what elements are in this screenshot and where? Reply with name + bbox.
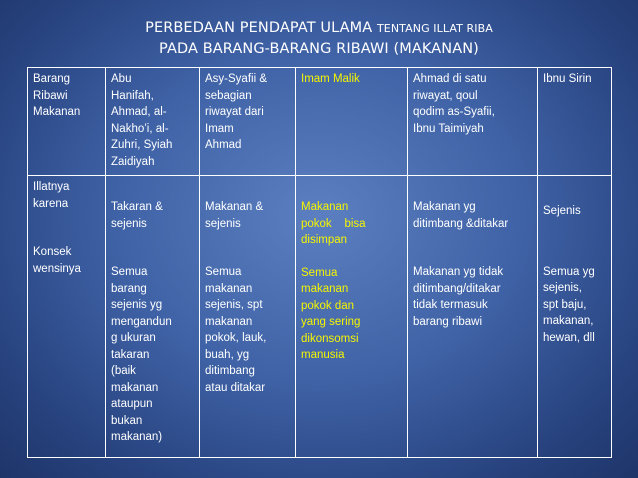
text-line: Ahmad, al- bbox=[111, 106, 167, 118]
konsek-label bbox=[33, 244, 101, 277]
text-line: g ukuran bbox=[111, 332, 156, 344]
text-line: makanan, bbox=[543, 315, 594, 327]
header-row bbox=[28, 68, 612, 176]
text-line: Asy-Syafii & bbox=[205, 73, 267, 85]
text-line: Illatnya bbox=[33, 181, 70, 193]
text-line: pokok bisa bbox=[301, 217, 366, 230]
header-imam-malik bbox=[296, 68, 408, 176]
header-abu-hanifah bbox=[106, 68, 200, 176]
text-line: sejenis bbox=[111, 217, 147, 230]
text-line: buah, yg bbox=[205, 348, 250, 361]
text-line: ditimbang/ditakar bbox=[413, 282, 501, 295]
text-line: makanan) bbox=[111, 431, 163, 443]
text-line: Ibnu Sirin bbox=[543, 73, 592, 85]
text-line: Konsek bbox=[33, 246, 72, 258]
text-line: Ibnu Taimiyah bbox=[413, 122, 484, 135]
text-line: atau ditakar bbox=[205, 381, 266, 394]
illat-label bbox=[33, 179, 101, 212]
text-line: sejenis yg bbox=[111, 299, 163, 311]
text-line: spt baju, bbox=[543, 298, 587, 311]
text-line: hewan, dll bbox=[543, 331, 595, 344]
text-line: pokok dan bbox=[301, 299, 355, 312]
text-line: mengandun bbox=[111, 315, 172, 328]
text-line: ditimbang bbox=[205, 365, 255, 377]
cell-ahmad bbox=[408, 176, 538, 458]
text-line: takaran bbox=[111, 348, 150, 361]
text-line: Ahmad di satu bbox=[413, 73, 487, 85]
text-line: Sejenis bbox=[543, 205, 581, 217]
illat-ibnu-sirin bbox=[543, 203, 607, 220]
konsek-ahmad bbox=[413, 264, 533, 330]
title-line-1 bbox=[0, 18, 638, 39]
header-barang-ribawi bbox=[28, 68, 106, 176]
cell-asy-syafii bbox=[200, 176, 296, 458]
text-line: makanan bbox=[111, 381, 159, 394]
text-line: yang sering bbox=[301, 316, 361, 328]
text-line: riwayat, qoul bbox=[413, 89, 478, 102]
text-line: barang bbox=[111, 282, 147, 295]
text-line: sejenis, spt bbox=[205, 299, 263, 311]
text-line: manusia bbox=[301, 349, 345, 361]
text-line: disimpan bbox=[301, 234, 348, 246]
text-line: pokok, lauk, bbox=[205, 332, 267, 344]
konsek-asy-syafii bbox=[205, 264, 291, 396]
title-small-text: TENTANG ILLAT RIBA bbox=[376, 22, 493, 35]
text-line: Ribawi bbox=[33, 89, 68, 102]
konsek-abu-hanifah bbox=[111, 264, 195, 446]
konsek-ibnu-sirin bbox=[543, 264, 607, 347]
text-line: Takaran & bbox=[111, 201, 163, 213]
text-line: barang ribawi bbox=[413, 315, 483, 328]
text-line: Imam bbox=[205, 122, 234, 135]
title-main-text: PERBEDAAN PENDAPAT ULAMA bbox=[145, 20, 377, 36]
text-line: Makanan bbox=[33, 106, 81, 118]
label-cell bbox=[28, 176, 106, 458]
cell-imam-malik bbox=[296, 176, 408, 458]
text-line: Makanan & bbox=[205, 201, 264, 213]
header-asy-syafii bbox=[200, 68, 296, 176]
text-line: sejenis, bbox=[543, 282, 582, 294]
text-line: Zuhri, Syiah bbox=[111, 139, 173, 151]
text-line: makanan bbox=[205, 282, 253, 295]
title-line-2: PADA BARANG-BARANG RIBAWI (MAKANAN) bbox=[159, 41, 479, 57]
text-line: makanan bbox=[205, 315, 253, 328]
header-ahmad bbox=[408, 68, 538, 176]
text-line: Makanan bbox=[301, 201, 349, 213]
cell-ibnu-sirin bbox=[538, 176, 612, 458]
text-line: makanan bbox=[301, 283, 349, 295]
illat-ahmad bbox=[413, 199, 533, 232]
cell-abu-hanifah bbox=[106, 176, 200, 458]
text-line: karena bbox=[33, 197, 69, 210]
illat-abu-hanifah bbox=[111, 199, 195, 232]
text-line: Barang bbox=[33, 73, 71, 85]
text-line: qodim as-Syafii, bbox=[413, 106, 495, 118]
header-ibnu-sirin bbox=[538, 68, 612, 176]
text-line: Nakho’i, al- bbox=[111, 122, 169, 135]
text-line: Semua bbox=[111, 266, 148, 278]
text-line: Makanan yg tidak bbox=[413, 266, 504, 278]
text-line: wensinya bbox=[33, 262, 81, 275]
text-line: riwayat dari bbox=[205, 106, 264, 118]
illat-imam-malik bbox=[301, 199, 403, 249]
slide-title bbox=[0, 18, 638, 60]
text-line: tidak termasuk bbox=[413, 299, 488, 311]
text-line: dikonsomsi bbox=[301, 332, 359, 345]
text-line: Semua bbox=[205, 266, 242, 278]
illat-asy-syafii bbox=[205, 199, 291, 232]
text-line: Semua bbox=[301, 266, 338, 279]
data-row bbox=[28, 176, 612, 458]
text-line: ataupun bbox=[111, 398, 153, 410]
text-line: ditimbang &ditakar bbox=[413, 217, 509, 230]
text-line: Zaidiyah bbox=[111, 155, 155, 168]
text-line: Semua yg bbox=[543, 265, 595, 278]
text-line: Abu bbox=[111, 73, 132, 85]
text-line: bukan bbox=[111, 414, 143, 427]
text-line: Hanifah, bbox=[111, 89, 154, 102]
text-line: Makanan yg bbox=[413, 201, 476, 213]
text-line: Ahmad bbox=[205, 139, 242, 151]
text-line: Imam Malik bbox=[301, 73, 360, 85]
konsek-imam-malik bbox=[301, 265, 403, 364]
text-line: sebagian bbox=[205, 89, 252, 102]
text-line: sejenis bbox=[205, 217, 241, 230]
text-line: (baik bbox=[111, 365, 136, 377]
comparison-table bbox=[27, 67, 612, 458]
